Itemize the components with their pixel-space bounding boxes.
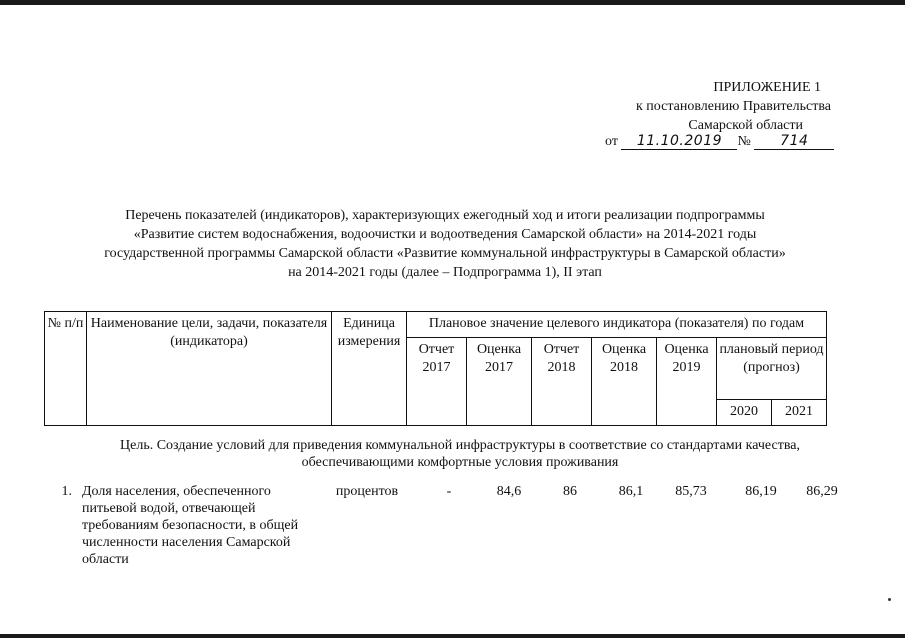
row-value: 86,29 [806,484,838,499]
appendix-line3: Самарской области [688,118,803,133]
header-planned-period: плановый период (прогноз) [717,338,827,400]
row-number: 1. [61,484,72,499]
title-line-4: на 2014-2021 годы (далее – Подпрограмма 1), II этап [288,265,602,280]
from-label: от [605,134,618,149]
header-year: Отчет 2017 [407,338,467,426]
row-value: - [446,484,452,499]
row-value: 84,6 [496,484,522,499]
header-plan-year: 2020 [717,400,772,426]
appendix-line2: к постановлению Правительства [635,99,831,114]
number-label: № [737,134,751,149]
header-plan-year: 2021 [772,400,827,426]
title-line-3: государственной программы Самарской области «Развитие коммунальной инфраструктуры в Самарской области» [104,246,786,261]
header-plan: Плановое значение целевого индикатора (показателя) по годам [407,312,827,338]
appendix-title: ПРИЛОЖЕНИЕ 1 [713,80,821,95]
header-no: № п/п [45,312,87,426]
header-year: Отчет 2018 [532,338,592,426]
row-value: 86 [563,484,577,499]
goal-text [60,437,860,471]
header-name: Наименование цели, задачи, показателя (индикатора) [87,312,332,426]
goal-line-2: обеспечивающими комфортные условия проживания [301,455,619,470]
scan-speck [888,598,891,601]
title-line-2: «Развитие систем водоснабжения, водоочистки и водоотведения Самарской области» на 2014-2021 годы [133,227,757,242]
resolution-line [605,133,834,150]
header-year: Оценка 2019 [657,338,717,426]
resolution-number: 714 [754,133,834,150]
goal-line-1: Цель. Создание условий для приведения коммунальной инфраструктуры в соответствие со стандартами качества, [120,438,800,453]
appendix-block [571,78,831,135]
title-line-1: Перечень показателей (индикаторов), характеризующих ежегодный ход и итоги реализации подпрограммы [125,208,765,223]
indicator-table-header [44,311,827,426]
row-unit: процентов [335,484,399,499]
row-value: 86,19 [745,484,777,499]
header-year: Оценка 2018 [592,338,657,426]
row-value: 85,73 [675,484,707,499]
scan-edge-bottom [0,634,905,638]
scan-edge-top [0,0,905,5]
document-title [60,206,830,282]
header-unit: Единица измерения [332,312,407,426]
resolution-date: 11.10.2019 [621,133,737,150]
row-indicator-name: Доля населения, обеспеченного питьевой водой, отвечающей требованиям безопасности, в общей численности населения Самарской области [82,484,299,567]
row-value: 86,1 [618,484,644,499]
header-year: Оценка 2017 [467,338,532,426]
